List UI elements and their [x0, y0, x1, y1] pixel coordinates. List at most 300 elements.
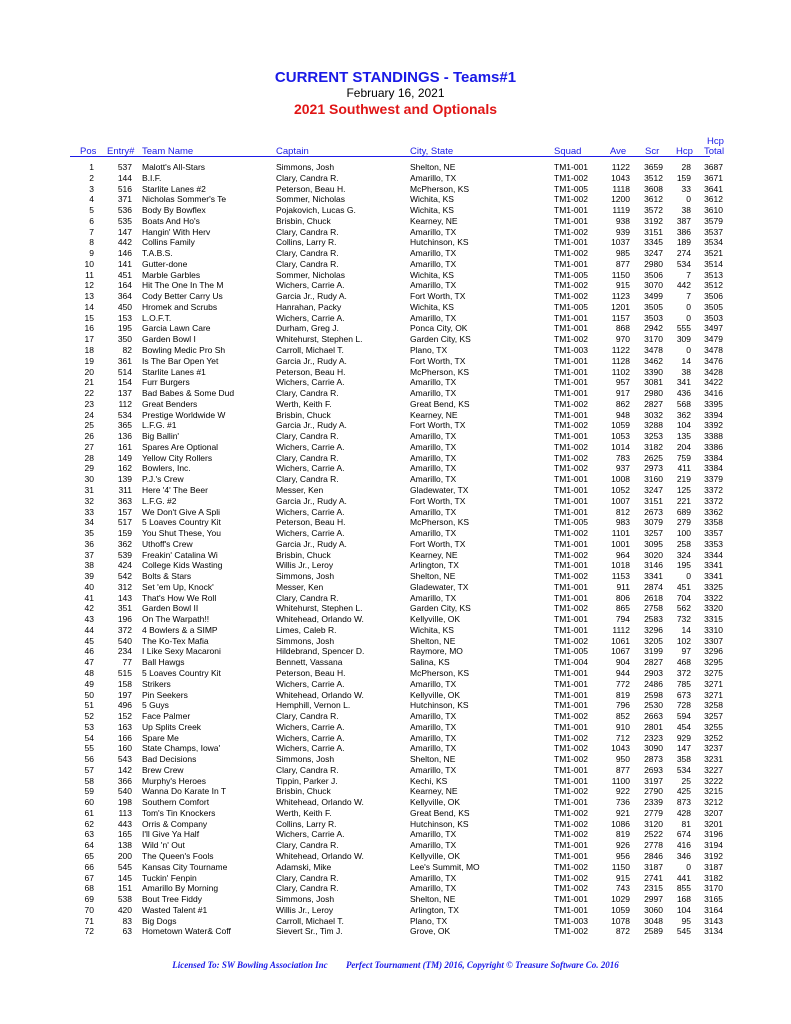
cell-captain: Wichers, Carrie A.	[276, 463, 345, 474]
cell-city-state: Wichita, KS	[410, 194, 454, 205]
cell-squad: TM1-001	[554, 667, 589, 678]
cell-city-state: Shelton, NE	[410, 635, 456, 646]
cell-squad: TM1-002	[554, 872, 589, 883]
cell-city-state: Amarillo, TX	[410, 506, 457, 517]
cell-hcp-total: 3237	[704, 743, 723, 754]
cell-handicap: 0	[686, 301, 691, 312]
cell-squad: TM1-001	[554, 484, 589, 495]
cell-scratch: 3257	[644, 528, 663, 539]
cell-captain: Simmons, Josh	[276, 571, 335, 582]
cell-handicap: 386	[676, 226, 691, 237]
cell-captain: Whitehead, Orlando W.	[276, 797, 364, 808]
cell-city-state: Amarillo, TX	[410, 474, 457, 485]
cell-scratch: 3170	[644, 334, 663, 345]
cell-hcp-total: 3143	[704, 915, 723, 926]
cell-squad: TM1-003	[554, 915, 589, 926]
cell-handicap: 855	[676, 883, 691, 894]
cell-pos: 56	[84, 754, 94, 765]
cell-hcp-total: 3388	[704, 431, 723, 442]
cell-pos: 20	[84, 366, 94, 377]
cell-average: 1119	[612, 205, 630, 216]
cell-hcp-total: 3534	[704, 237, 723, 248]
table-row	[0, 560, 791, 571]
cell-average: 944	[615, 667, 630, 678]
table-row	[0, 840, 791, 851]
cell-average: 1200	[611, 194, 630, 205]
cell-squad: TM1-001	[554, 592, 589, 603]
cell-city-state: Amarillo, TX	[410, 764, 457, 775]
cell-squad: TM1-002	[554, 732, 589, 743]
cell-scratch: 3288	[644, 420, 663, 431]
cell-squad: TM1-001	[554, 797, 589, 808]
cell-entry: 145	[117, 872, 132, 883]
table-row	[0, 733, 791, 744]
cell-city-state: Lee's Summit, MO	[410, 861, 480, 872]
cell-hcp-total: 3478	[704, 345, 723, 356]
cell-captain: Wichers, Carrie A.	[276, 743, 345, 754]
cell-captain: Clary, Candra R.	[276, 883, 339, 894]
cell-pos: 59	[84, 786, 94, 797]
cell-pos: 66	[84, 861, 94, 872]
cell-entry: 534	[117, 409, 132, 420]
cell-handicap: 324	[676, 549, 691, 560]
table-row	[0, 291, 791, 302]
cell-squad: TM1-005	[554, 301, 589, 312]
cell-team-name: Starlite Lanes #1	[142, 366, 206, 377]
cell-pos: 44	[84, 624, 94, 635]
cell-average: 736	[615, 797, 630, 808]
cell-scratch: 3090	[644, 743, 663, 754]
cell-hcp-total: 3315	[704, 614, 723, 625]
table-row	[0, 237, 791, 248]
cell-city-state: Kellyville, OK	[410, 614, 461, 625]
cell-pos: 69	[84, 894, 94, 905]
cell-team-name: Up Splits Creek	[142, 721, 202, 732]
table-row	[0, 474, 791, 485]
cell-city-state: Amarillo, TX	[410, 528, 457, 539]
cell-captain: Simmons, Josh	[276, 635, 335, 646]
cell-city-state: Fort Worth, TX	[410, 355, 466, 366]
cell-scratch: 3197	[644, 775, 663, 786]
cell-team-name: Wanna Do Karate In T	[142, 786, 227, 797]
cell-squad: TM1-002	[554, 334, 589, 345]
cell-team-name: Amarillo By Morning	[142, 883, 219, 894]
cell-pos: 15	[84, 312, 94, 323]
cell-scratch: 2598	[644, 689, 663, 700]
cell-captain: Clary, Candra R.	[276, 258, 339, 269]
cell-team-name: 5 Guys	[142, 700, 169, 711]
cell-hcp-total: 3196	[704, 829, 723, 840]
cell-squad: TM1-001	[554, 721, 589, 732]
table-row	[0, 431, 791, 442]
cell-hcp-total: 3170	[704, 883, 723, 894]
cell-captain: Clary, Candra R.	[276, 840, 339, 851]
cell-team-name: 5 Loaves Country Kit	[142, 517, 221, 528]
cell-scratch: 2973	[644, 463, 663, 474]
cell-squad: TM1-001	[554, 624, 589, 635]
table-row	[0, 334, 791, 345]
cell-scratch: 2778	[644, 840, 663, 851]
cell-entry: 535	[117, 215, 132, 226]
cell-city-state: Amarillo, TX	[410, 732, 457, 743]
cell-city-state: Amarillo, TX	[410, 312, 457, 323]
cell-handicap: 341	[676, 377, 691, 388]
cell-city-state: Kellyville, OK	[410, 851, 461, 861]
cell-pos: 41	[84, 592, 94, 603]
cell-scratch: 3192	[644, 215, 663, 226]
cell-team-name: Bowling Medic Pro Sh	[142, 345, 226, 356]
cell-scratch: 3032	[644, 409, 663, 420]
cell-handicap: 309	[676, 334, 691, 345]
cell-hcp-total: 3476	[704, 355, 723, 366]
cell-squad: TM1-005	[554, 517, 589, 528]
cell-pos: 38	[84, 560, 94, 571]
cell-captain: Whitehead, Orlando W.	[276, 689, 364, 700]
cell-handicap: 562	[676, 603, 691, 614]
cell-team-name: Bad Decisions	[142, 754, 197, 765]
cell-average: 1059	[611, 420, 630, 431]
cell-team-name: Hangin' With Herv	[142, 226, 211, 237]
cell-pos: 14	[84, 301, 94, 312]
cell-handicap: 125	[676, 484, 691, 495]
cell-squad: TM1-002	[554, 743, 589, 754]
cell-average: 985	[615, 248, 630, 259]
cell-city-state: Wichita, KS	[410, 269, 454, 280]
cell-hcp-total: 3227	[704, 764, 723, 775]
table-row	[0, 657, 791, 668]
table-row	[0, 453, 791, 464]
cell-captain: Garcia Jr., Rudy A.	[276, 355, 347, 366]
cell-scratch: 3120	[644, 818, 663, 829]
table-row	[0, 862, 791, 873]
table-row	[0, 797, 791, 808]
cell-team-name: Garden Bowl I	[142, 334, 196, 345]
cell-captain: Clary, Candra R.	[276, 711, 339, 722]
table-row	[0, 765, 791, 776]
cell-city-state: Amarillo, TX	[410, 883, 457, 894]
cell-hcp-total: 3255	[704, 721, 723, 732]
cell-handicap: 274	[676, 248, 691, 259]
cell-hcp-total: 3344	[704, 549, 723, 560]
cell-city-state: Amarillo, TX	[410, 829, 457, 840]
cell-captain: Wichers, Carrie A.	[276, 377, 345, 388]
cell-team-name: Furr Burgers	[142, 377, 190, 388]
cell-average: 922	[615, 786, 630, 797]
cell-hcp-total: 3182	[704, 872, 723, 883]
table-row	[0, 593, 791, 604]
cell-hcp-total: 3372	[704, 495, 723, 506]
table-row	[0, 614, 791, 625]
cell-scratch: 3478	[644, 345, 663, 356]
cell-hcp-total: 3341	[704, 571, 723, 582]
cell-hcp-total: 3310	[704, 624, 723, 635]
cell-hcp-total: 3513	[704, 269, 723, 280]
cell-city-state: Wichita, KS	[410, 205, 454, 216]
cell-entry: 543	[117, 754, 132, 765]
cell-city-state: McPherson, KS	[410, 183, 470, 194]
table-row	[0, 270, 791, 281]
cell-average: 957	[615, 377, 630, 388]
cell-squad: TM1-001	[554, 355, 589, 366]
cell-pos: 4	[89, 194, 94, 205]
cell-scratch: 3079	[644, 517, 663, 528]
cell-average: 915	[615, 280, 630, 291]
cell-team-name: We Don't Give A Spli	[142, 506, 221, 517]
cell-entry: 83	[122, 915, 132, 926]
cell-entry: 361	[117, 355, 132, 366]
cell-city-state: Amarillo, TX	[410, 388, 457, 399]
cell-pos: 3	[89, 183, 94, 194]
cell-team-name: The Ko-Tex Mafia	[142, 635, 209, 646]
cell-pos: 24	[84, 409, 94, 420]
table-row	[0, 280, 791, 291]
cell-scratch: 3506	[644, 269, 663, 280]
cell-pos: 54	[84, 732, 94, 743]
cell-hcp-total: 3497	[704, 323, 723, 334]
cell-squad: TM1-002	[554, 452, 589, 463]
cell-city-state: Hutchinson, KS	[410, 237, 469, 248]
cell-captain: Messer, Ken	[276, 484, 324, 495]
cell-handicap: 204	[676, 441, 691, 452]
cell-pos: 13	[84, 291, 94, 302]
cell-team-name: That's How We Roll	[142, 592, 217, 603]
cell-handicap: 7	[686, 291, 691, 302]
cell-captain: Clary, Candra R.	[276, 764, 339, 775]
cell-team-name: L.F.G. #2	[142, 495, 177, 506]
cell-squad: TM1-001	[554, 894, 589, 905]
cell-average: 970	[615, 334, 630, 345]
cell-pos: 39	[84, 571, 94, 582]
cell-handicap: 416	[676, 840, 691, 851]
cell-city-state: Amarillo, TX	[410, 721, 457, 732]
cell-squad: TM1-002	[554, 603, 589, 614]
cell-pos: 63	[84, 829, 94, 840]
cell-captain: Brisbin, Chuck	[276, 549, 331, 560]
cell-hcp-total: 3384	[704, 452, 723, 463]
cell-captain: Wichers, Carrie A.	[276, 280, 345, 291]
cell-pos: 52	[84, 711, 94, 722]
cell-team-name: P.J.'s Crew	[142, 474, 184, 485]
cell-city-state: McPherson, KS	[410, 366, 470, 377]
cell-squad: TM1-001	[554, 237, 589, 248]
tournament-subtitle: 2021 Southwest and Optionals	[293, 101, 498, 117]
cell-pos: 30	[84, 474, 94, 485]
cell-squad: TM1-001	[554, 215, 589, 226]
cell-handicap: 442	[676, 280, 691, 291]
col-header-hcp: Hcp	[676, 146, 693, 157]
cell-hcp-total: 3320	[704, 603, 723, 614]
cell-team-name: Ball Hawgs	[142, 657, 185, 668]
cell-captain: Peterson, Beau H.	[276, 183, 346, 194]
cell-team-name: Freakin' Catalina Wi	[142, 549, 218, 560]
cell-captain: Tippin, Parker J.	[276, 775, 338, 786]
cell-captain: Werth, Keith F.	[276, 398, 332, 409]
cell-entry: 424	[117, 560, 132, 571]
cell-average: 794	[615, 614, 630, 625]
cell-team-name: Starlite Lanes #2	[142, 183, 206, 194]
cell-scratch: 3512	[644, 172, 663, 183]
cell-squad: TM1-002	[554, 861, 589, 872]
cell-captain: Pojakovich, Lucas G.	[276, 205, 356, 216]
cell-average: 1001	[611, 538, 630, 549]
cell-team-name: Kansas City Tourname	[142, 861, 228, 872]
table-row	[0, 582, 791, 593]
cell-handicap: 102	[676, 635, 691, 646]
cell-scratch: 3151	[644, 226, 663, 237]
cell-squad: TM1-001	[554, 506, 589, 517]
cell-handicap: 441	[676, 872, 691, 883]
cell-city-state: Fort Worth, TX	[410, 538, 466, 549]
cell-captain: Wichers, Carrie A.	[276, 528, 345, 539]
cell-pos: 12	[84, 280, 94, 291]
cell-average: 865	[615, 603, 630, 614]
table-row	[0, 786, 791, 797]
cell-scratch: 3608	[644, 183, 663, 194]
cell-hcp-total: 3353	[704, 538, 723, 549]
table-row	[0, 388, 791, 399]
cell-pos: 6	[89, 215, 94, 226]
cell-captain: Garcia Jr., Rudy A.	[276, 538, 347, 549]
cell-hcp-total: 3215	[704, 786, 723, 797]
cell-scratch: 3187	[644, 861, 663, 872]
cell-entry: 159	[117, 528, 132, 539]
cell-captain: Wichers, Carrie A.	[276, 732, 345, 743]
cell-entry: 77	[122, 657, 132, 668]
cell-average: 862	[615, 398, 630, 409]
cell-scratch: 2663	[644, 711, 663, 722]
col-header-captain: Captain	[276, 146, 309, 157]
cell-squad: TM1-002	[554, 291, 589, 302]
cell-city-state: Amarillo, TX	[410, 840, 457, 851]
cell-entry: 142	[117, 764, 132, 775]
cell-squad: TM1-001	[554, 851, 589, 861]
cell-hcp-total: 3201	[704, 818, 723, 829]
table-row	[0, 377, 791, 388]
table-row	[0, 496, 791, 507]
cell-captain: Clary, Candra R.	[276, 452, 339, 463]
cell-entry: 542	[117, 571, 132, 582]
cell-city-state: Great Bend, KS	[410, 807, 470, 818]
cell-entry: 163	[117, 721, 132, 732]
cell-squad: TM1-001	[554, 840, 589, 851]
cell-squad: TM1-001	[554, 377, 589, 388]
cell-team-name: Great Benders	[142, 398, 198, 409]
cell-average: 1100	[611, 775, 630, 786]
cell-average: 956	[615, 851, 630, 861]
cell-squad: TM1-005	[554, 183, 589, 194]
cell-team-name: The Queen's Fools	[142, 851, 214, 861]
cell-team-name: L.F.G. #1	[142, 420, 177, 431]
cell-squad: TM1-002	[554, 926, 589, 937]
cell-handicap: 468	[676, 657, 691, 668]
cell-pos: 72	[84, 926, 94, 937]
cell-hcp-total: 3416	[704, 388, 723, 399]
cell-average: 1043	[611, 172, 630, 183]
cell-hcp-total: 3271	[704, 678, 723, 689]
cell-pos: 1	[89, 162, 94, 172]
cell-squad: TM1-002	[554, 818, 589, 829]
cell-handicap: 454	[676, 721, 691, 732]
cell-average: 1118	[612, 183, 630, 194]
cell-average: 1029	[611, 894, 630, 905]
table-row	[0, 690, 791, 701]
table-row	[0, 851, 791, 862]
cell-average: 772	[615, 678, 630, 689]
cell-pos: 28	[84, 452, 94, 463]
cell-captain: Wichers, Carrie A.	[276, 678, 345, 689]
cell-average: 1150	[611, 861, 630, 872]
col-header-team: Team Name	[142, 146, 194, 157]
cell-handicap: 168	[676, 894, 691, 905]
cell-entry: 450	[117, 301, 132, 312]
cell-captain: Sievert Sr., Tim J.	[276, 926, 343, 937]
cell-hcp-total: 3514	[704, 258, 723, 269]
cell-scratch: 3503	[644, 312, 663, 323]
cell-entry: 372	[117, 624, 132, 635]
cell-pos: 62	[84, 818, 94, 829]
cell-captain: Clary, Candra R.	[276, 388, 339, 399]
cell-pos: 46	[84, 646, 94, 657]
table-row	[0, 194, 791, 205]
cell-entry: 196	[117, 614, 132, 625]
cell-average: 948	[615, 409, 630, 420]
cell-handicap: 346	[676, 851, 691, 861]
cell-pos: 17	[84, 334, 94, 345]
cell-handicap: 759	[676, 452, 691, 463]
cell-city-state: Salina, KS	[410, 657, 450, 668]
cell-pos: 48	[84, 667, 94, 678]
cell-pos: 40	[84, 581, 94, 592]
cell-captain: Simmons, Josh	[276, 894, 335, 905]
cell-scratch: 2530	[644, 700, 663, 711]
cell-handicap: 0	[686, 345, 691, 356]
cell-entry: 536	[117, 205, 132, 216]
cell-entry: 113	[118, 807, 132, 818]
cell-handicap: 258	[676, 538, 691, 549]
cell-city-state: Plano, TX	[410, 915, 448, 926]
cell-handicap: 95	[681, 915, 691, 926]
cell-scratch: 3390	[644, 366, 663, 377]
cell-captain: Garcia Jr., Rudy A.	[276, 420, 347, 431]
cell-captain: Collins, Larry R.	[276, 818, 337, 829]
cell-hcp-total: 3537	[704, 226, 723, 237]
cell-city-state: Amarillo, TX	[410, 172, 457, 183]
cell-handicap: 159	[676, 172, 691, 183]
cell-team-name: T.A.B.S.	[142, 248, 173, 259]
cell-squad: TM1-001	[554, 258, 589, 269]
cell-city-state: Grove, OK	[410, 926, 451, 937]
cell-team-name: Bowlers, Inc.	[142, 463, 191, 474]
cell-entry: 112	[118, 398, 132, 409]
cell-hcp-total: 3295	[704, 657, 723, 668]
table-row	[0, 894, 791, 905]
cell-scratch: 3253	[644, 431, 663, 442]
table-row	[0, 916, 791, 927]
cell-entry: 443	[117, 818, 132, 829]
cell-team-name: Hromek and Scrubs	[142, 301, 218, 312]
cell-hcp-total: 3579	[704, 215, 723, 226]
cell-team-name: 4 Bowlers & a SIMP	[142, 624, 218, 635]
cell-captain: Wichers, Carrie A.	[276, 721, 345, 732]
cell-pos: 71	[84, 915, 94, 926]
cell-average: 1128	[611, 355, 630, 366]
cell-entry: 139	[117, 474, 132, 485]
cell-handicap: 555	[676, 323, 691, 334]
cell-average: 1122	[611, 345, 630, 356]
cell-squad: TM1-001	[554, 388, 589, 399]
col-header-pos: Pos	[80, 146, 97, 157]
license-text: Licensed To: SW Bowling Association Inc	[172, 960, 328, 970]
